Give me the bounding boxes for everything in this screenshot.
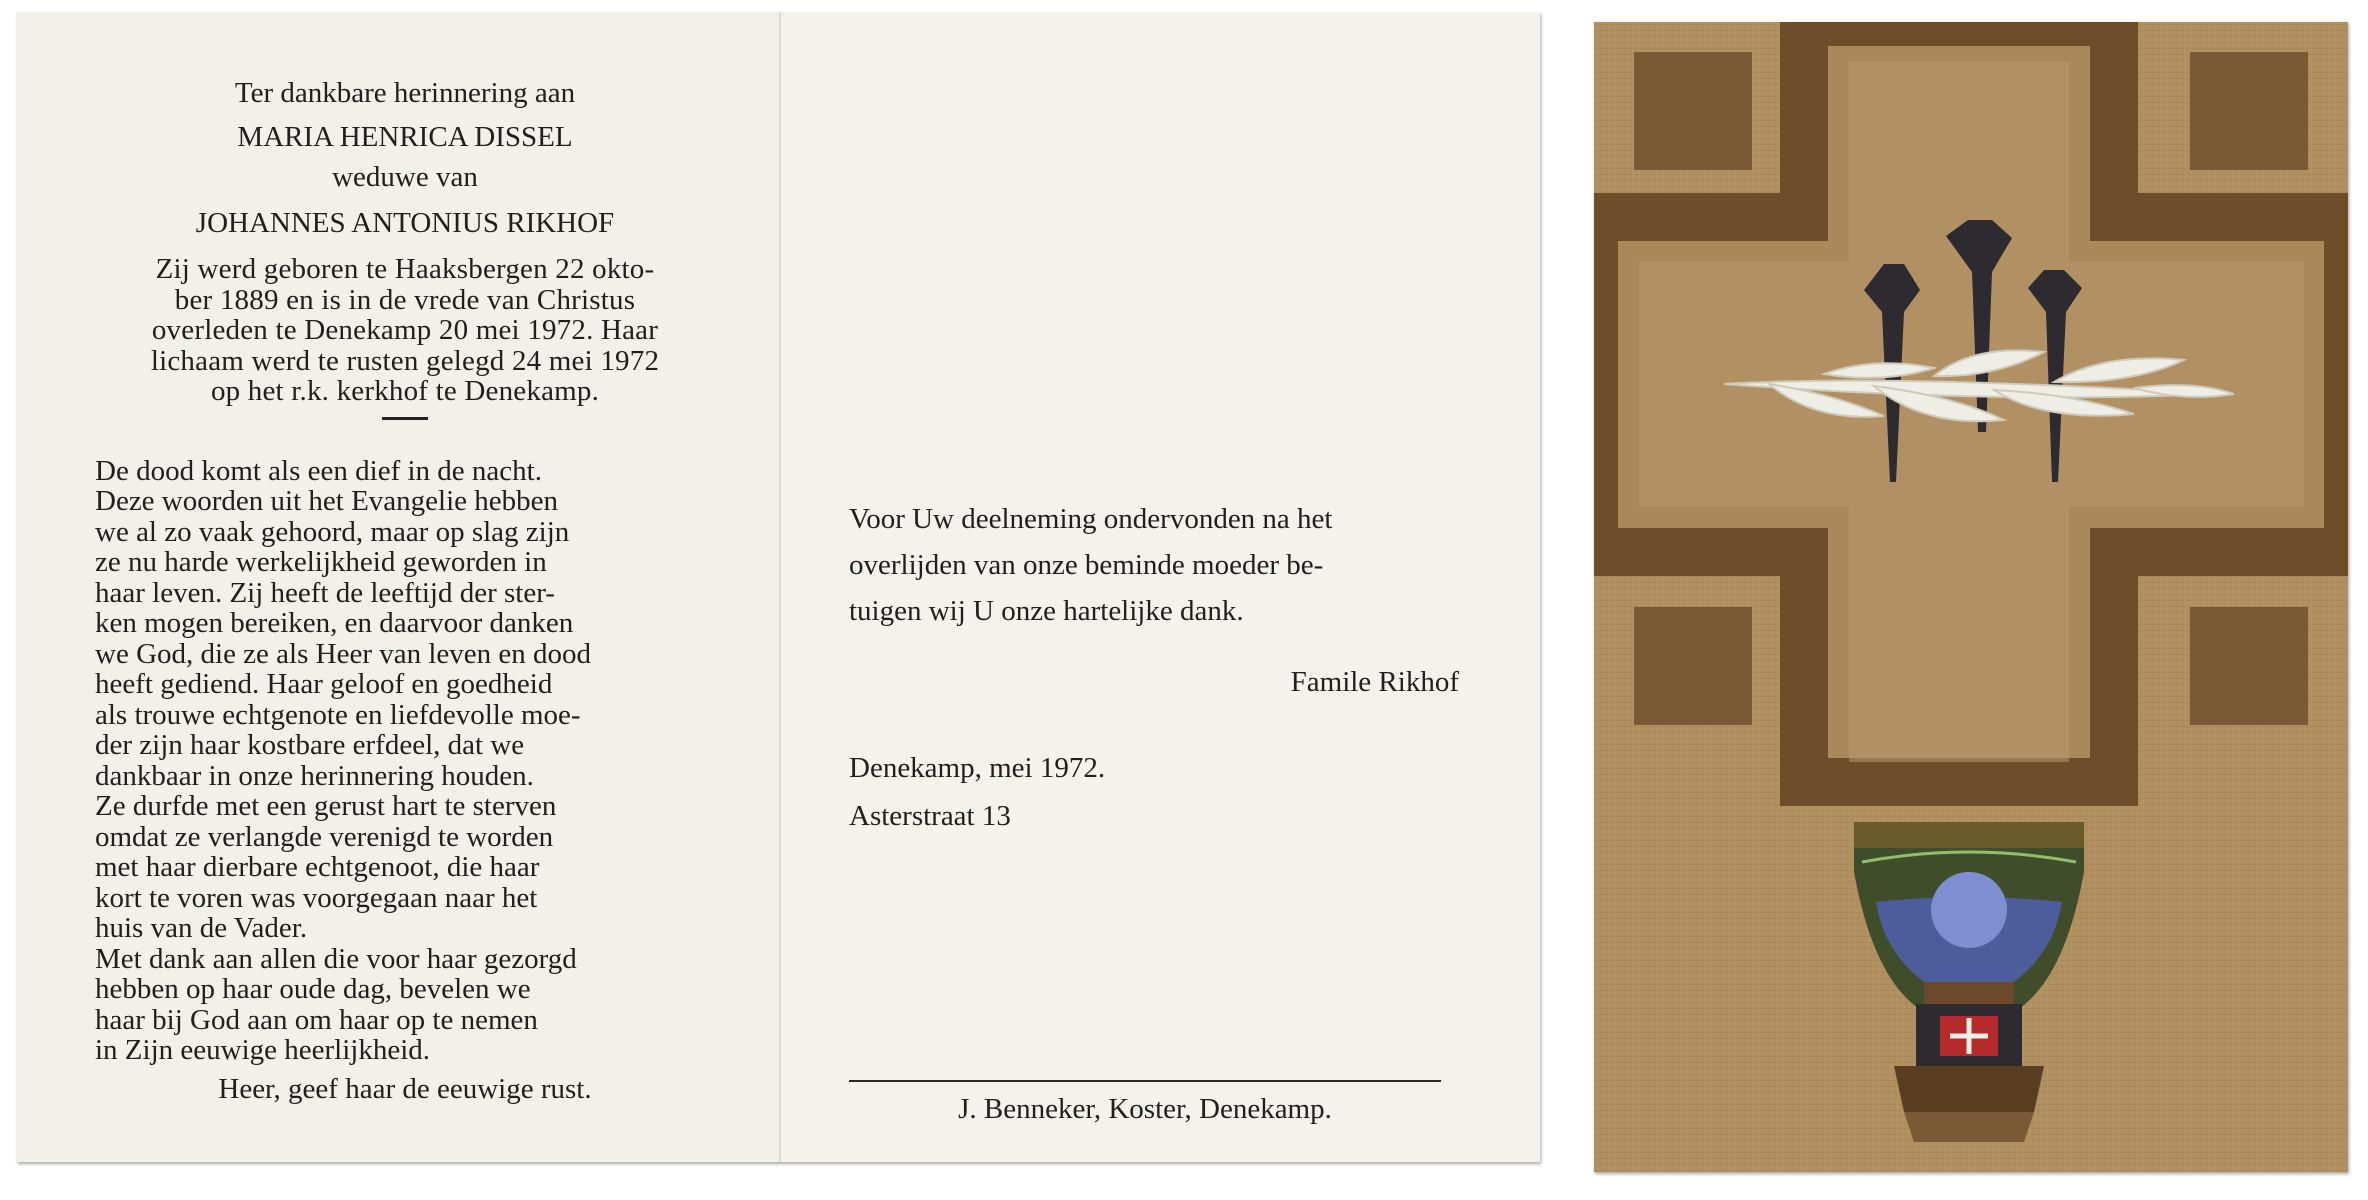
meditation-line: dankbaar in onze herinnering houden. xyxy=(95,759,534,792)
meditation-line: haar leven. Zij heeft de leeftijd der ster- xyxy=(95,576,555,609)
relation-line: weduwe van xyxy=(332,161,478,193)
spouse-name: JOHANNES ANTONIUS RIKHOF xyxy=(195,207,615,239)
birth-line: overleden te Denekamp 20 mei 1972. Haar xyxy=(151,314,659,346)
thanks-line: overlijden van onze beminde moeder be- xyxy=(849,549,1324,581)
corner-square xyxy=(1634,607,1752,725)
printer-credit: J. Benneker, Koster, Denekamp. xyxy=(958,1093,1332,1125)
cross-artwork xyxy=(1594,22,2348,1172)
printer-rule xyxy=(849,1080,1441,1082)
meditation-line: Ze durfde met een gerust hart te sterven xyxy=(95,790,557,822)
meditation-line: ze nu harde werkelijkheid geworden in xyxy=(95,546,547,578)
middle-card-page xyxy=(780,12,1540,1162)
meditation-line: Met dank aan allen die voor haar gezorgd xyxy=(95,942,577,975)
meditation-line: we God, die ze als Heer van leven en dood xyxy=(95,637,592,670)
meditation-line: De dood komt als een dief in de nacht. xyxy=(95,454,542,487)
thanks-paragraph xyxy=(849,496,1459,634)
meditation-line: kort te voren was voorgegaan naar het xyxy=(95,881,538,914)
meditation-line: Deze woorden uit het Evangelie hebben xyxy=(95,485,559,517)
birth-line: op het r.k. kerkhof te Denekamp. xyxy=(210,375,600,407)
birth-death-paragraph xyxy=(95,254,715,407)
meditation-paragraph xyxy=(95,456,715,1066)
birth-line: lichaam werd te rusten gelegd 24 mei 1972 xyxy=(150,344,660,377)
deceased-name: MARIA HENRICA DISSEL xyxy=(237,121,573,153)
meditation-line: als trouwe echtgenote en liefdevolle moe- xyxy=(95,698,581,731)
family-signature: Famile Rikhof xyxy=(1290,666,1459,698)
memorial-text-block xyxy=(95,74,715,1108)
card-front-artwork xyxy=(1594,22,2348,1172)
meditation-line: ken mogen bereiken, en daarvoor danken xyxy=(95,607,574,639)
address: Asterstraat 13 xyxy=(849,800,1011,832)
thanks-line: tuigen wij U onze hartelijke dank. xyxy=(849,595,1244,627)
meditation-line: heeft gediend. Haar geloof en goedheid xyxy=(95,668,553,700)
heading: Ter dankbare herinnering aan xyxy=(234,77,576,109)
meditation-line: met haar dierbare echtgenoot, die haar xyxy=(95,851,540,883)
meditation-line: in Zijn eeuwige heerlijkheid. xyxy=(95,1034,431,1066)
meditation-line: huis van de Vader. xyxy=(95,912,308,944)
meditation-line: we al zo vaak gehoord, maar op slag zijn xyxy=(95,515,570,548)
corner-square xyxy=(2190,52,2308,170)
meditation-line: omdat ze verlangde verenigd te worden xyxy=(95,820,554,853)
thanks-line: Voor Uw deelneming ondervonden na het xyxy=(849,503,1333,535)
thanks-block xyxy=(849,496,1459,836)
closing-prayer: Heer, geef haar de eeuwige rust. xyxy=(218,1072,592,1105)
place-date: Denekamp, mei 1972. xyxy=(849,752,1106,784)
birth-line: ber 1889 en is in de vrede van Christus xyxy=(174,283,636,316)
left-card-page xyxy=(17,12,780,1162)
meditation-line: der zijn haar kostbare erfdeel, dat we xyxy=(95,729,525,761)
corner-square xyxy=(1634,52,1752,170)
meditation-line: hebben op haar oude dag, bevelen we xyxy=(95,973,531,1005)
meditation-line: haar bij God aan om haar op te nemen xyxy=(95,1003,538,1036)
birth-line: Zij werd geboren te Haaksbergen 22 okto- xyxy=(155,253,655,285)
corner-square xyxy=(2190,607,2308,725)
divider-dash xyxy=(382,417,428,420)
